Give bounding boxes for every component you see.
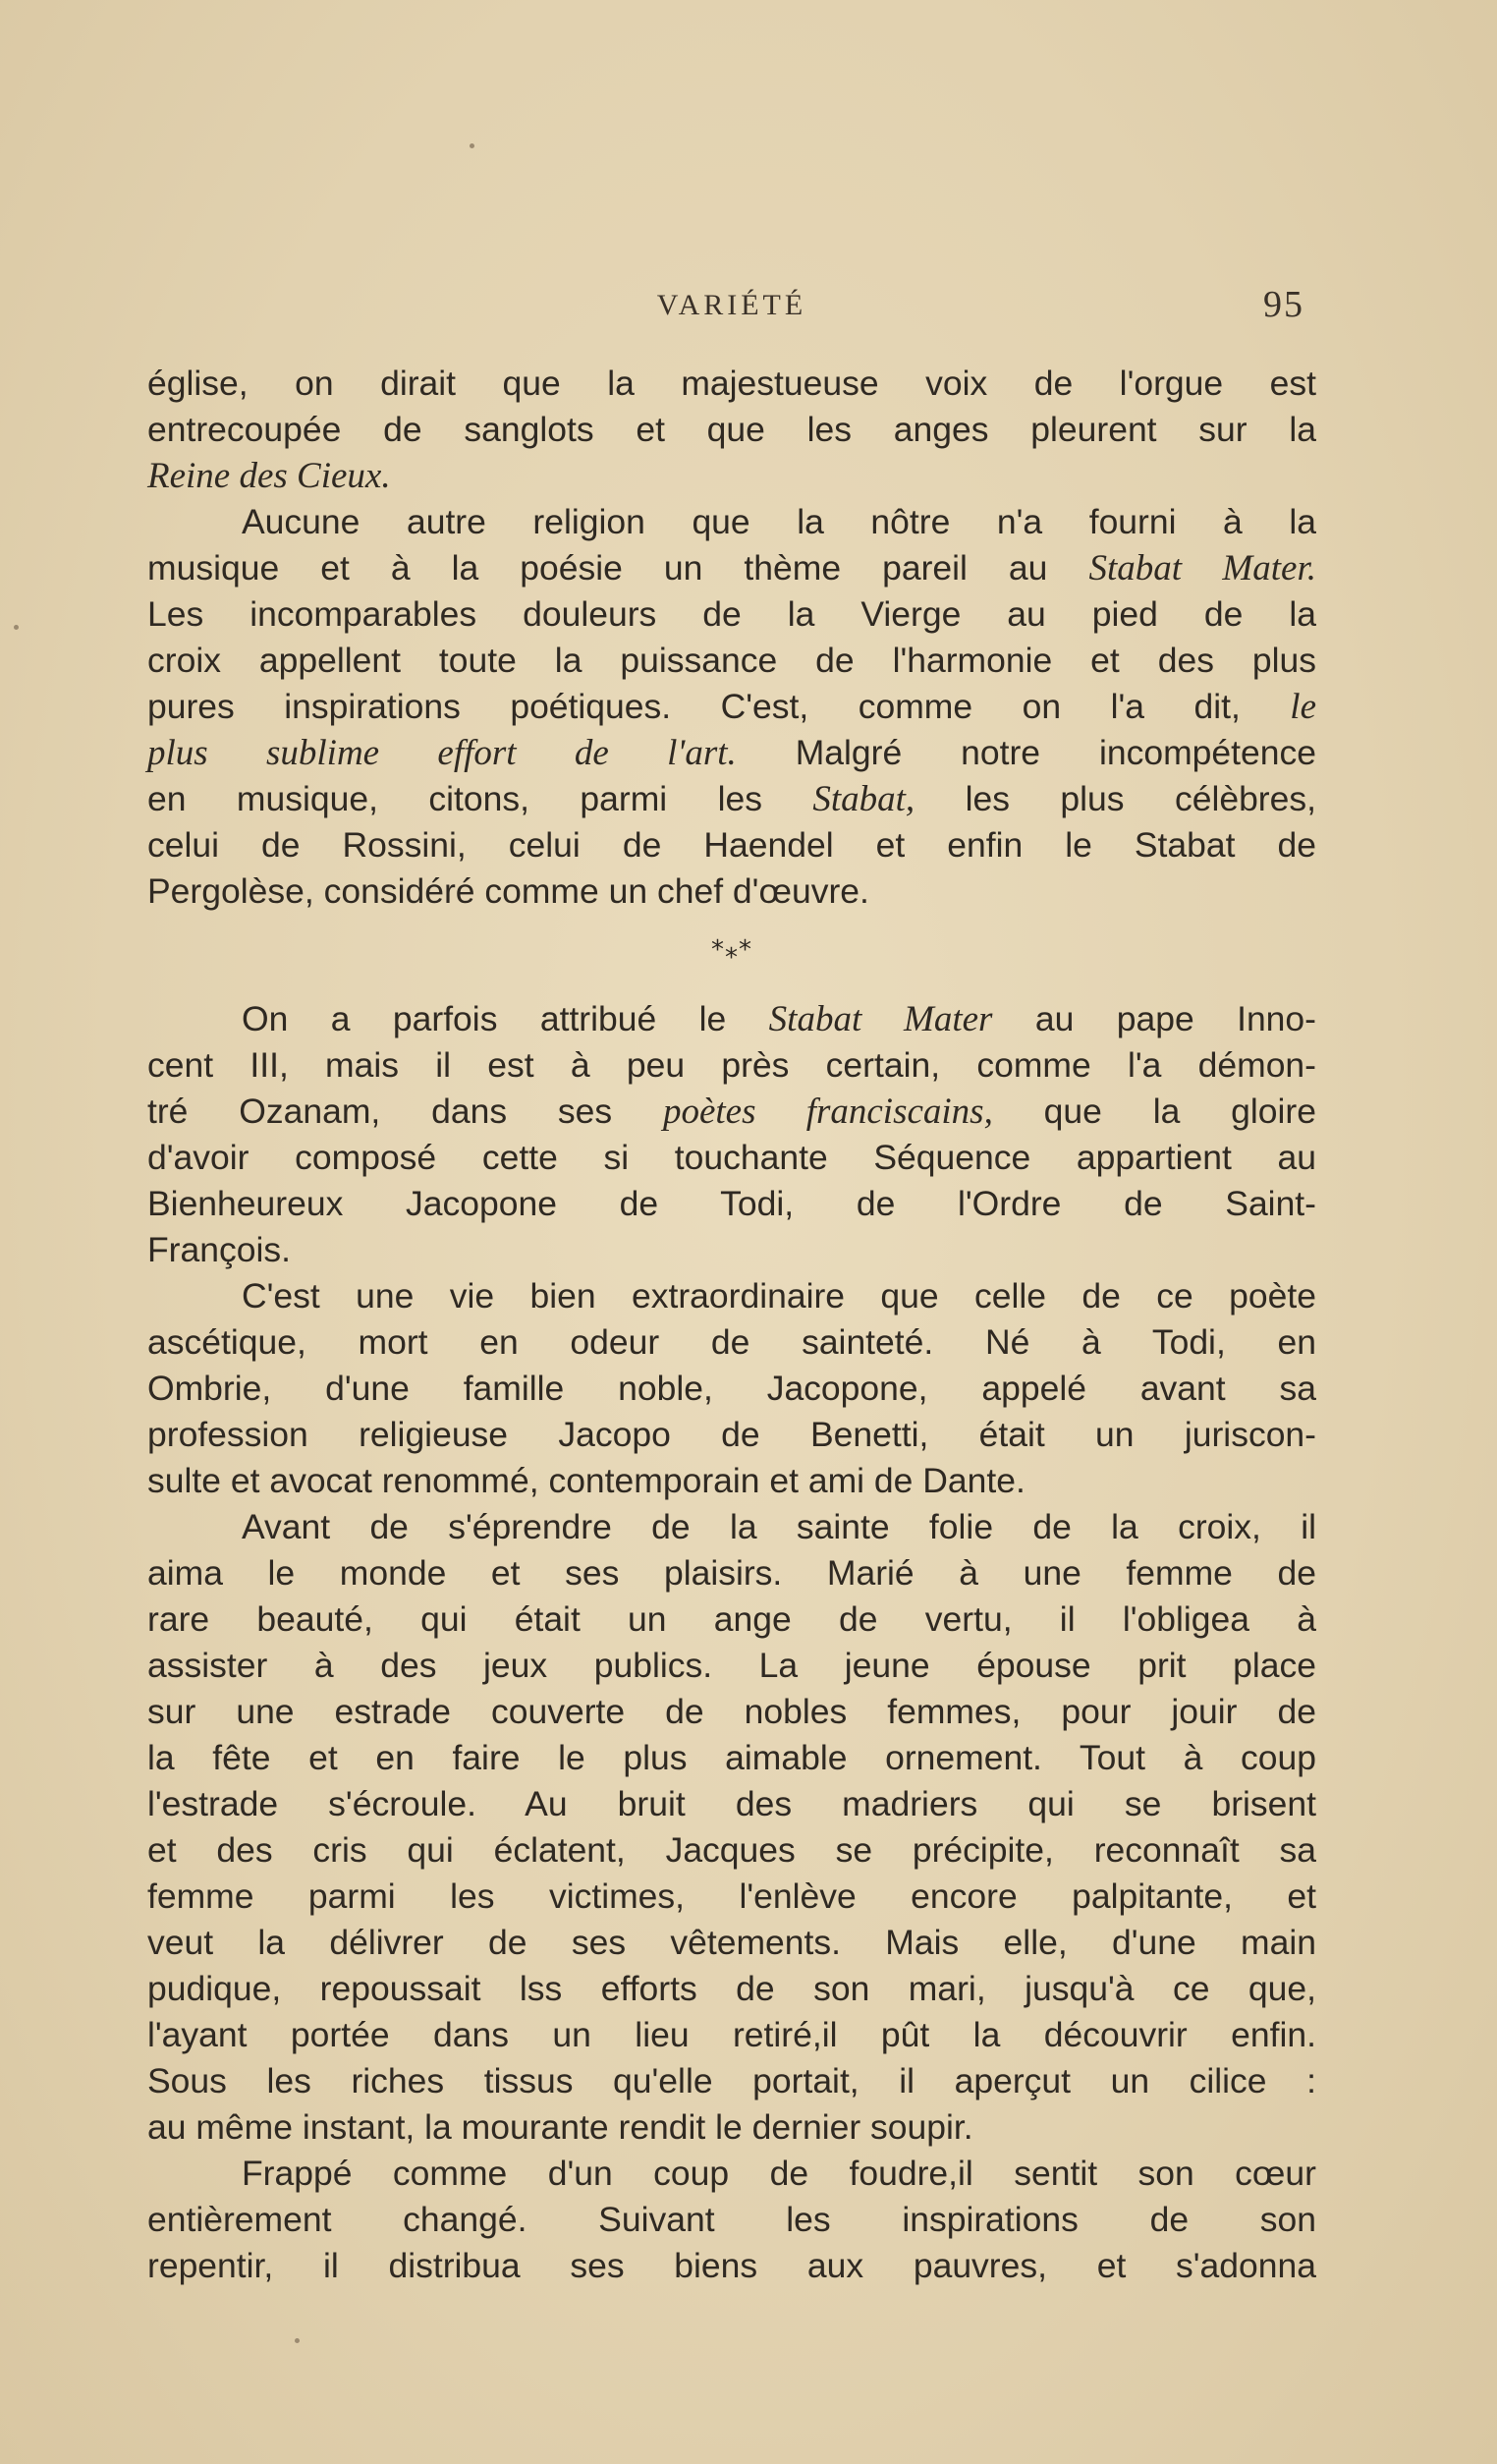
text-line: veut la délivrer de ses vêtements. Mais elle, d'une main bbox=[147, 1923, 1316, 1962]
text-line bbox=[147, 452, 1316, 499]
text-line: François. bbox=[147, 1230, 291, 1269]
text-line: Pergolèse, considéré comme un chef d'œuvre. bbox=[147, 871, 869, 911]
text-line: l'ayant portée dans un lieu retiré,il pût la découvrir enfin. bbox=[147, 2015, 1316, 2054]
text-line: musique et à la poésie un thème pareil au Stabat Mater. bbox=[147, 548, 1316, 588]
text-line: femme parmi les victimes, l'enlève encore palpitante, et bbox=[147, 1876, 1316, 1916]
paper-speck bbox=[470, 143, 474, 148]
text-line: d'avoir composé cette si touchante Séquence appartient au bbox=[147, 1138, 1316, 1177]
text-line: profession religieuse Jacopo de Benetti, était un juriscon- bbox=[147, 1415, 1316, 1454]
text-line: Ombrie, d'une famille noble, Jacopone, appelé avant sa bbox=[147, 1369, 1316, 1408]
text-line: en musique, citons, parmi les Stabat, les plus célèbres, bbox=[147, 779, 1316, 819]
text-line: repentir, il distribua ses biens aux pauvres, et s'adonna bbox=[147, 2246, 1316, 2285]
text-line: église, on dirait que la majestueuse voix de l'orgue est bbox=[147, 364, 1316, 403]
text-line: celui de Rossini, celui de Haendel et enfin le Stabat de bbox=[147, 825, 1316, 865]
italic-title: Reine des Cieux. bbox=[147, 456, 391, 496]
text-line: l'estrade s'écroule. Au bruit des madriers qui se brisent bbox=[147, 1784, 1316, 1823]
section-asterism: *⁎* bbox=[711, 935, 752, 965]
italic-title: plus sublime effort de l'art. bbox=[147, 733, 737, 773]
text-line: pures inspirations poétiques. C'est, comme on l'a dit, le bbox=[147, 687, 1316, 727]
text-line: Bienheureux Jacopone de Todi, de l'Ordre de Saint- bbox=[147, 1184, 1316, 1223]
text-line: Avant de s'éprendre de la sainte folie de la croix, il bbox=[242, 1507, 1316, 1546]
text-line: la fête et en faire le plus aimable ornement. Tout à coup bbox=[147, 1738, 1316, 1777]
text-line: Frappé comme d'un coup de foudre,il sentit son cœur bbox=[242, 2154, 1316, 2193]
page-header bbox=[147, 284, 1316, 336]
italic-title: le bbox=[1290, 687, 1316, 727]
text-line: pudique, repoussait lss efforts de son mari, jusqu'à ce que, bbox=[147, 1969, 1316, 2008]
text-line: aima le monde et ses plaisirs. Marié à une femme de bbox=[147, 1553, 1316, 1593]
text-line: et des cris qui éclatent, Jacques se précipite, reconnaît sa bbox=[147, 1830, 1316, 1870]
italic-title: Stabat Mater bbox=[768, 999, 993, 1039]
text-line: au même instant, la mourante rendit le dernier soupir. bbox=[147, 2107, 973, 2147]
paper-speck bbox=[14, 625, 19, 630]
text-line: sur une estrade couverte de nobles femmes, pour jouir de bbox=[147, 1692, 1316, 1731]
text-line: assister à des jeux publics. La jeune épouse prit place bbox=[147, 1646, 1316, 1685]
text-line: entrecoupée de sanglots et que les anges pleurent sur la bbox=[147, 410, 1316, 449]
text-line: Les incomparables douleurs de la Vierge au pied de la bbox=[147, 594, 1316, 634]
italic-title: poètes franciscains, bbox=[662, 1092, 993, 1132]
text-line: tré Ozanam, dans ses poètes franciscains, que la gloire bbox=[147, 1092, 1316, 1132]
running-title: VARIÉTÉ bbox=[656, 289, 807, 321]
italic-title: Stabat Mater. bbox=[1088, 548, 1316, 588]
text-line: croix appellent toute la puissance de l'harmonie et des plus bbox=[147, 641, 1316, 680]
page-number: 95 bbox=[1263, 284, 1304, 325]
text-line: On a parfois attribué le Stabat Mater au pape Inno- bbox=[242, 999, 1316, 1039]
text-line: entièrement changé. Suivant les inspirations de son bbox=[147, 2200, 1316, 2239]
italic-title: Stabat, bbox=[812, 779, 915, 819]
text-line: ascétique, mort en odeur de sainteté. Né à Todi, en bbox=[147, 1322, 1316, 1362]
text-line: sulte et avocat renommé, contemporain et ami de Dante. bbox=[147, 1461, 1026, 1500]
text-line: plus sublime effort de l'art. Malgré notre incompétence bbox=[147, 733, 1317, 773]
text-line: cent III, mais il est à peu près certain, comme l'a démon- bbox=[147, 1045, 1316, 1085]
paper-speck bbox=[295, 2338, 300, 2343]
text-line: rare beauté, qui était un ange de vertu, il l'obligea à bbox=[147, 1599, 1316, 1639]
text-line: Sous les riches tissus qu'elle portait, il aperçut un cilice : bbox=[147, 2061, 1316, 2100]
text-line: Aucune autre religion que la nôtre n'a fourni à la bbox=[242, 502, 1316, 541]
text-line: C'est une vie bien extraordinaire que celle de ce poète bbox=[242, 1276, 1316, 1316]
